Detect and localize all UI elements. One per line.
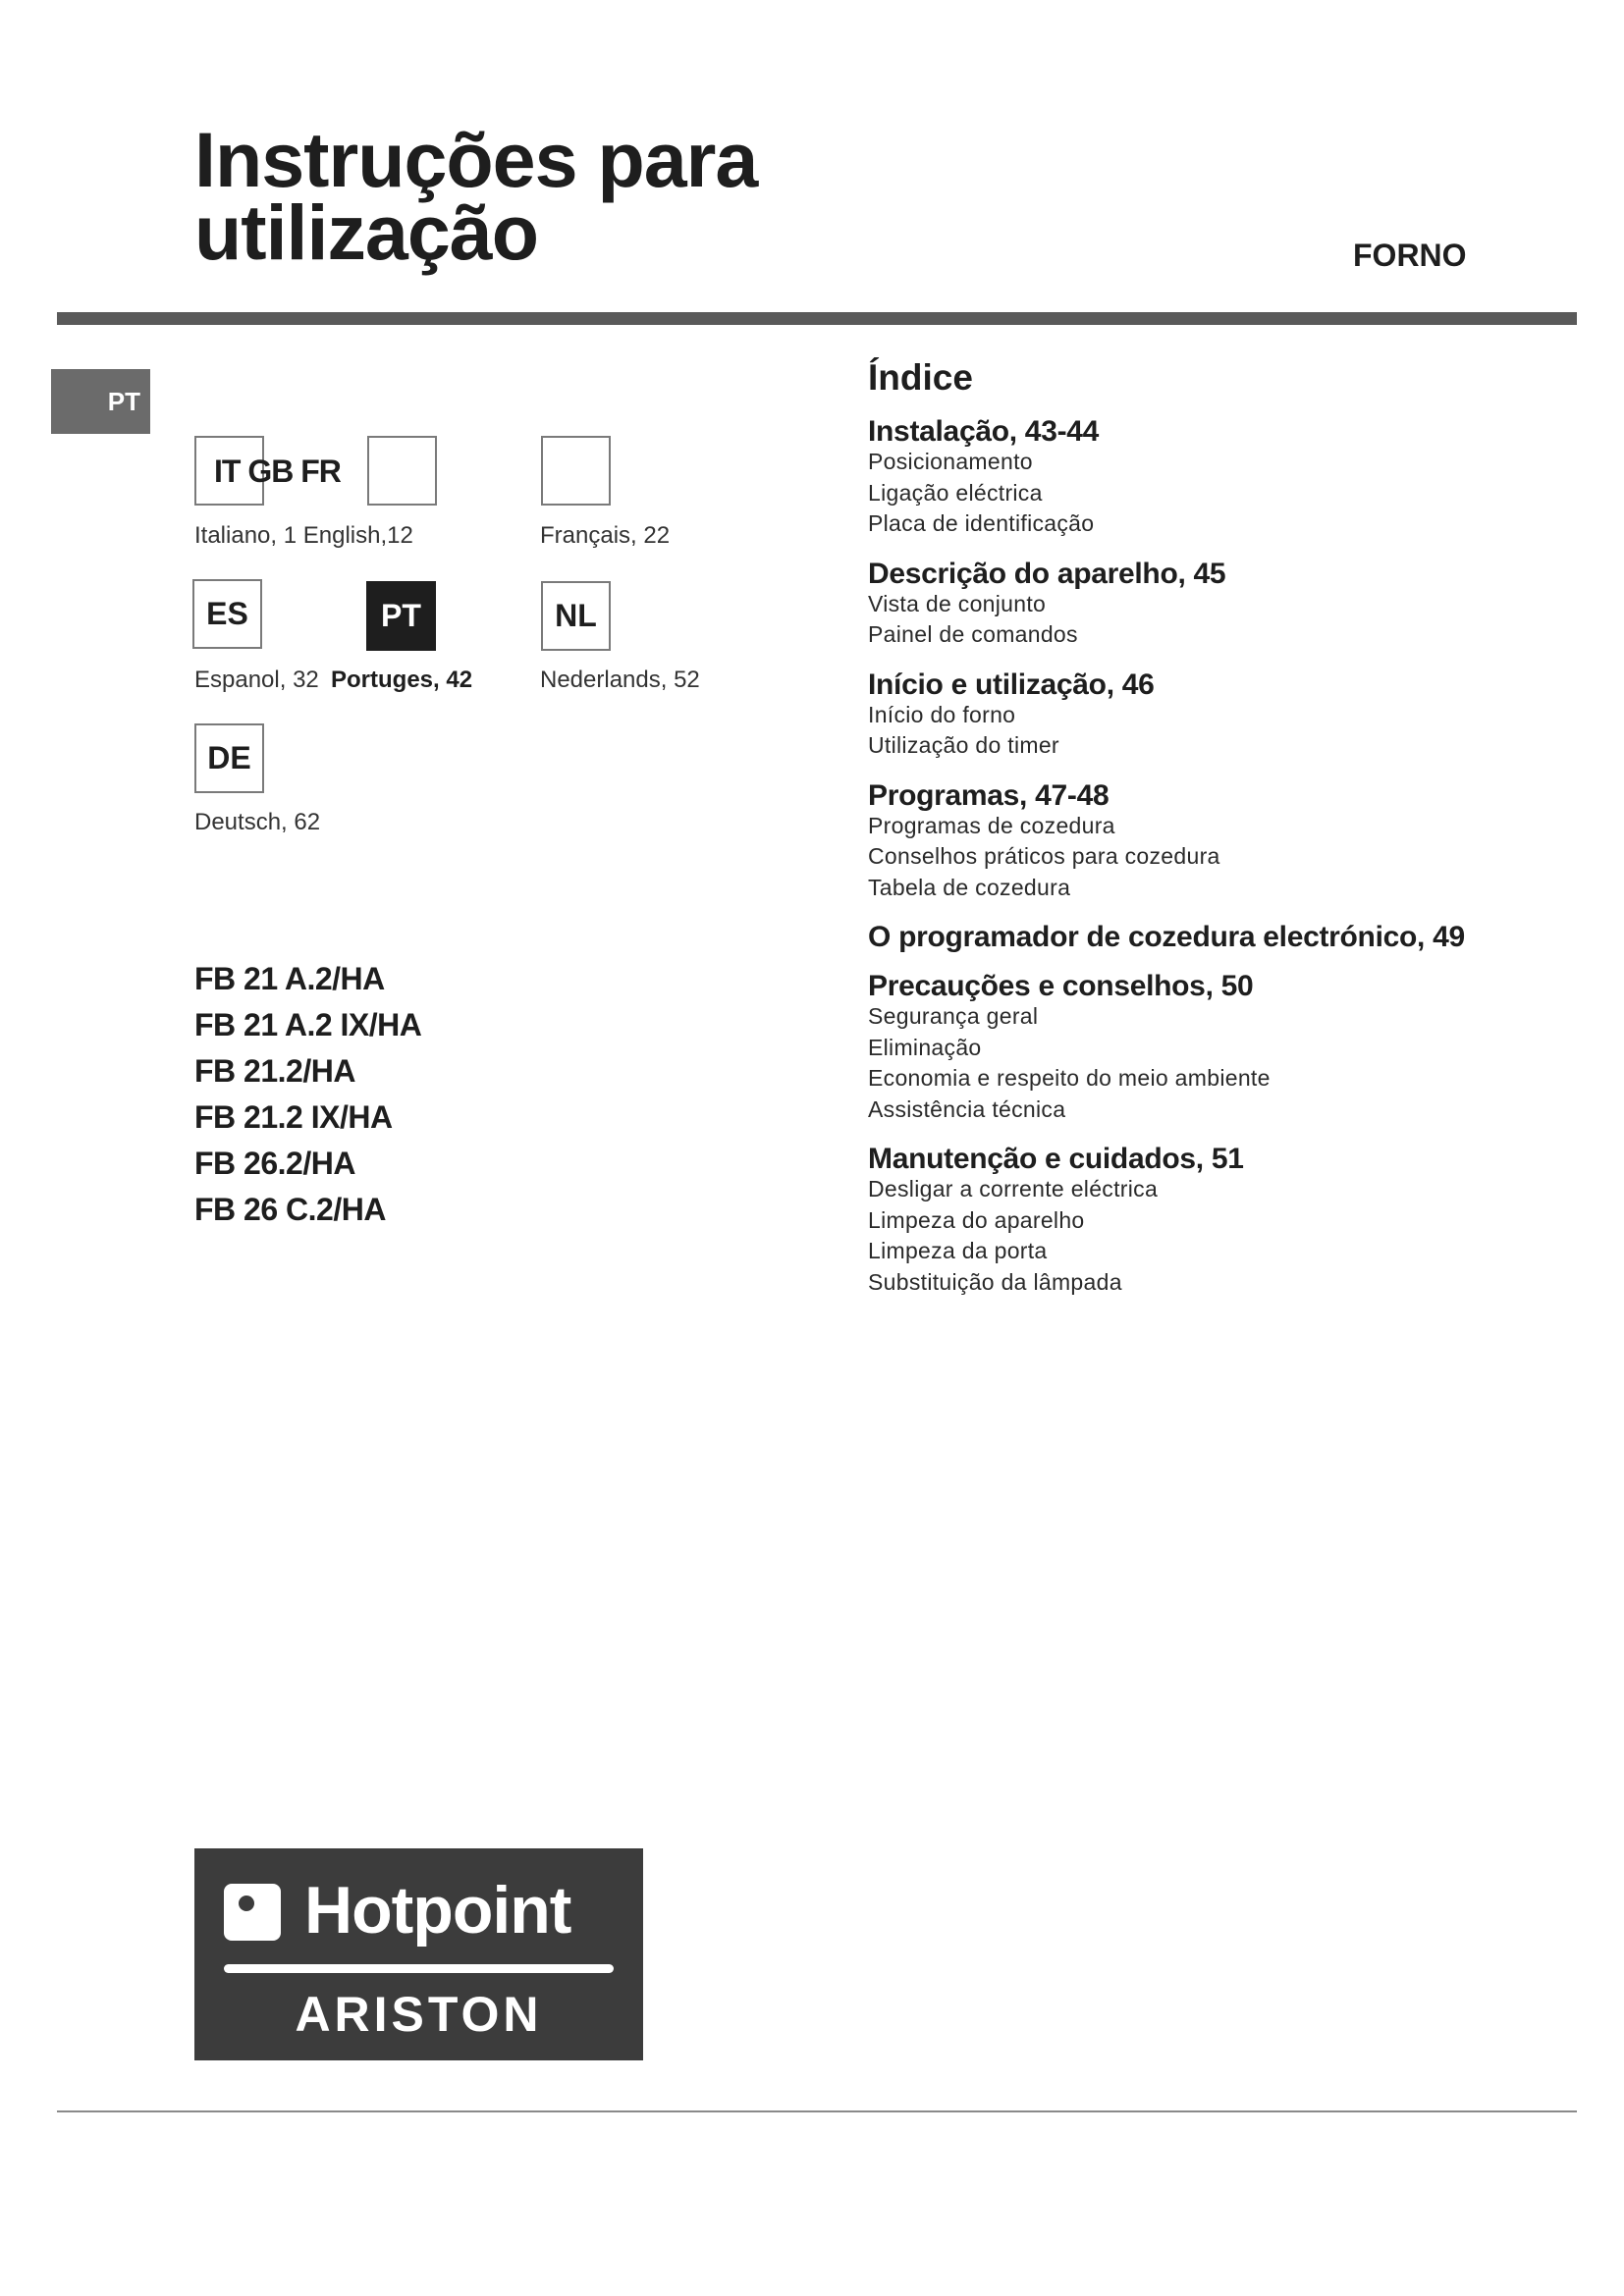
toc-section xyxy=(868,1144,1496,1298)
lang-box-de: DE xyxy=(194,723,264,793)
logo-square-icon xyxy=(224,1884,281,1941)
lang-codes-it-gb-fr: IT GB FR xyxy=(214,454,341,489)
toc-item: Assistência técnica xyxy=(868,1095,1066,1122)
toc-section-title: O programador de cozedura electrónico, 49 xyxy=(868,921,1465,953)
lang-box-es: ES xyxy=(192,579,262,649)
toc-section-title: Programas, 47-48 xyxy=(868,778,1110,812)
lang-label-pt: Portuges, 42 xyxy=(331,667,473,693)
toc-item: Limpeza da porta xyxy=(868,1238,1048,1263)
lang-box-gb xyxy=(367,436,437,506)
footer-divider xyxy=(57,2110,1577,2112)
toc-section xyxy=(868,922,1496,952)
toc-item: Painel de comandos xyxy=(868,621,1078,647)
toc-section xyxy=(868,971,1496,1125)
language-tab-pt: PT xyxy=(51,369,150,434)
page-title xyxy=(194,116,758,276)
toc-item: Desligar a corrente eléctrica xyxy=(868,1176,1159,1201)
toc-item: Ligação eléctrica xyxy=(868,479,1043,506)
lang-box-fr xyxy=(541,436,611,506)
toc-section xyxy=(868,669,1496,762)
toc-section-title: Precauções e conselhos, 50 xyxy=(868,970,1254,1002)
model-item: FB 21.2 IX/HA xyxy=(194,1099,393,1135)
toc-item: Economia e respeito do meio ambiente xyxy=(868,1065,1271,1091)
model-item: FB 21 A.2 IX/HA xyxy=(194,1007,422,1042)
toc-item: Tabela de cozedura xyxy=(868,874,1071,900)
model-item: FB 21.2/HA xyxy=(194,1053,355,1089)
toc-item: Programas de cozedura xyxy=(868,812,1115,838)
toc-item: Eliminação xyxy=(868,1034,982,1060)
title-line-2: utilização xyxy=(194,188,538,276)
model-item: FB 21 A.2/HA xyxy=(194,961,385,996)
logo-wordmark-hotpoint: Hotpoint xyxy=(304,1873,571,1948)
toc-section xyxy=(868,559,1496,651)
toc-item: Segurança geral xyxy=(868,1003,1039,1029)
lang-label-es: Espanol, 32 xyxy=(194,667,319,693)
product-label: FORNO xyxy=(1353,238,1467,273)
toc-item: Início do forno xyxy=(868,701,1016,727)
header-divider xyxy=(57,312,1577,325)
toc-item: Limpeza do aparelho xyxy=(868,1206,1085,1233)
lang-label-de: Deutsch, 62 xyxy=(194,809,321,835)
model-list xyxy=(194,956,421,1233)
toc-section-title: Início e utilização, 46 xyxy=(868,667,1155,701)
lang-label-nl: Nederlands, 52 xyxy=(540,667,700,693)
toc-item: Utilização do timer xyxy=(868,732,1059,758)
lang-box-pt: PT xyxy=(366,581,436,651)
toc-item: Substituição da lâmpada xyxy=(868,1268,1122,1295)
toc-item: Posicionamento xyxy=(868,449,1033,474)
toc-item: Placa de identificação xyxy=(868,510,1095,536)
model-item: FB 26 C.2/HA xyxy=(194,1192,386,1227)
toc-section-title: Instalação, 43-44 xyxy=(868,415,1100,448)
table-of-contents xyxy=(868,357,1496,1316)
toc-section xyxy=(868,416,1496,540)
model-item: FB 26.2/HA xyxy=(194,1146,355,1181)
hotpoint-ariston-logo xyxy=(194,1848,643,2060)
logo-wordmark-ariston: ARISTON xyxy=(295,1987,543,2042)
toc-section-title: Manutenção e cuidados, 51 xyxy=(868,1143,1244,1175)
lang-box-nl: NL xyxy=(541,581,611,651)
title-line-1: Instruções para xyxy=(194,116,758,203)
toc-section-title: Descrição do aparelho, 45 xyxy=(868,557,1226,590)
toc-section xyxy=(868,780,1496,904)
logo-divider xyxy=(224,1964,614,1973)
toc-item: Conselhos práticos para cozedura xyxy=(868,843,1220,869)
lang-label-it-gb: Italiano, 1 English,12 xyxy=(194,522,413,549)
toc-item: Vista de conjunto xyxy=(868,590,1047,616)
index-title: Índice xyxy=(868,357,973,398)
lang-label-fr: Français, 22 xyxy=(540,522,671,549)
logo-dot xyxy=(239,1896,254,1911)
